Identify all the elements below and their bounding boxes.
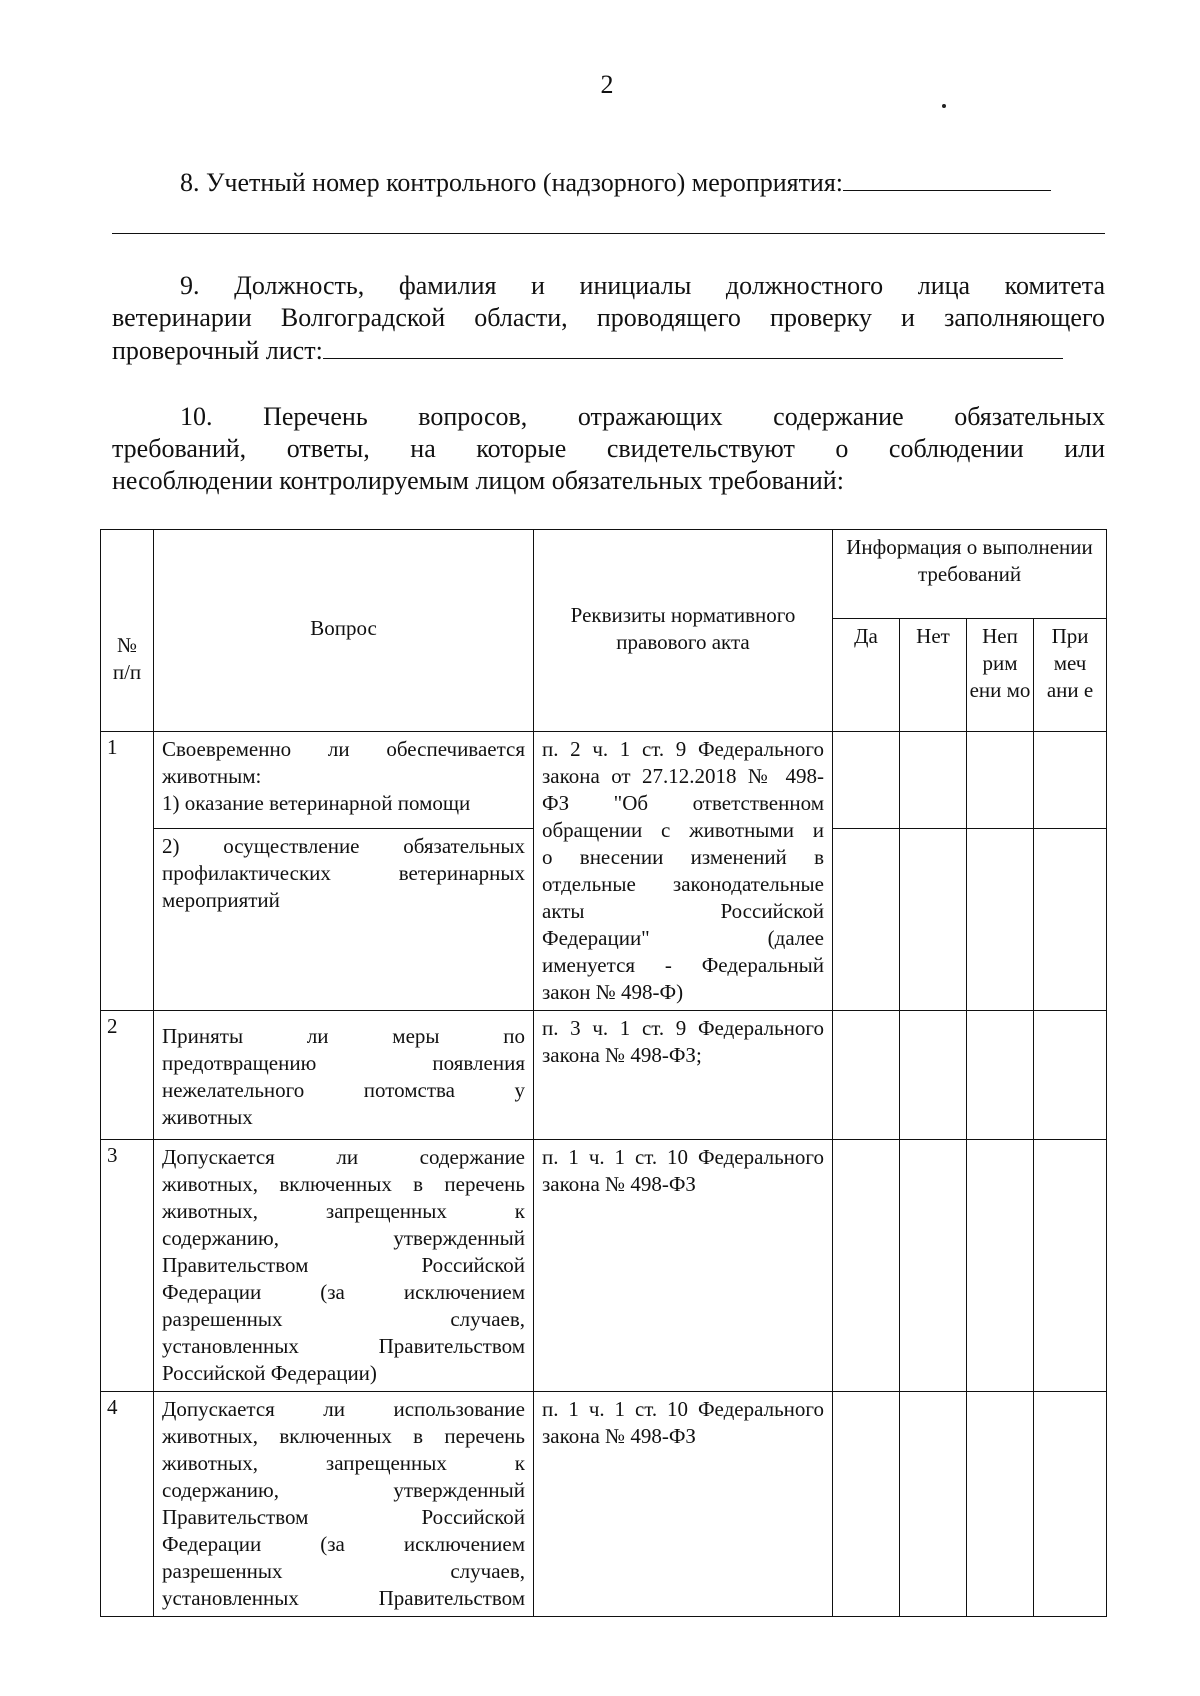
row-1a-na-cell[interactable] [967,732,1034,829]
item-8 [112,166,1105,199]
row-1b-no-cell[interactable] [900,828,967,1010]
row-1a-yes-cell[interactable] [833,732,900,829]
row-4-na-cell[interactable] [967,1392,1034,1617]
row-1a-no-cell[interactable] [900,732,967,829]
header-yes: Да [833,619,900,732]
row-1b-note-cell[interactable] [1034,828,1107,1010]
header-question: Вопрос [154,530,534,732]
row-4-note-cell[interactable] [1034,1392,1107,1617]
item-10-line-2: требований, ответы, на которые свидетельствуют о соблюдении или [112,434,1105,463]
row-2-note-cell[interactable] [1034,1011,1107,1140]
header-note: При меч ани е [1034,619,1107,732]
checklist-table [100,529,1107,1617]
table-header-row [101,530,1107,619]
row-2-na-cell[interactable] [967,1011,1034,1140]
row-2-question: Приняты ли меры по предотвращению появления нежелательного потомства у животных [154,1011,534,1140]
item-9-fill-line[interactable] [323,334,1063,359]
row-1-requisites: п. 2 ч. 1 ст. 9 Федерального закона от 27.12.2018 № 498- ФЗ "Об ответственном обращении с животными и о внесении изменений в отдельные законодательные акты Российской Федерации" (далее именуется - Федеральный закон № 498-Ф) [534,732,833,1011]
page-number: 2 [600,70,614,99]
item-9 [112,270,1105,367]
row-3-requisites: п. 1 ч. 1 ст. 10 Федерального закона № 498-ФЗ [534,1140,833,1392]
header-num: № п/п [101,530,154,732]
item-8-label: 8. Учетный номер контрольного (надзорного) мероприятия: [180,168,844,197]
row-3-no-cell[interactable] [900,1140,967,1392]
item-10 [112,401,1105,497]
scan-dot [942,104,946,108]
table-row [101,1140,1107,1392]
row-4-yes-cell[interactable] [833,1392,900,1617]
header-requisites: Реквизиты нормативного правового акта [534,530,833,732]
row-2-requisites: п. 3 ч. 1 ст. 9 Федерального закона № 498-ФЗ; [534,1011,833,1140]
header-na: Неп рим ени мо [967,619,1034,732]
item-9-line-2: ветеринарии Волгоградской области, проводящего проверку и заполняющего [112,303,1105,332]
row-1b-yes-cell[interactable] [833,828,900,1010]
row-1b-na-cell[interactable] [967,828,1034,1010]
row-1-question-a: Своевременно ли обеспечивается животным: 1) оказание ветеринарной помощи [154,732,534,829]
row-3-question: Допускается ли содержание животных, включенных в перечень животных, запрещенных к содержанию, утвержденный Правительством Российской Федерации (за исключением разрешенных случаев, установленных Правительством Российской Федерации) [154,1140,534,1392]
table-row [101,1392,1107,1617]
item-10-line-3: несоблюдении контролируемым лицом обязательных требований: [112,466,844,495]
item-8-second-line[interactable] [112,233,1105,234]
row-4-requisites: п. 1 ч. 1 ст. 10 Федерального закона № 498-ФЗ [534,1392,833,1617]
item-10-line-1: 10. Перечень вопросов, отражающих содержание обязательных [180,402,1105,431]
row-2-no-cell[interactable] [900,1011,967,1140]
row-1-question-b: 2) осуществление обязательных профилактических ветеринарных мероприятий [154,828,534,1010]
row-3-na-cell[interactable] [967,1140,1034,1392]
row-3-yes-cell[interactable] [833,1140,900,1392]
row-1-num: 1 [101,732,154,1011]
row-3-note-cell[interactable] [1034,1140,1107,1392]
header-no: Нет [900,619,967,732]
row-2-yes-cell[interactable] [833,1011,900,1140]
row-1a-note-cell[interactable] [1034,732,1107,829]
row-2-num: 2 [101,1011,154,1140]
item-8-fill-line[interactable] [843,166,1051,191]
table-row [101,732,1107,829]
row-4-question: Допускается ли использование животных, включенных в перечень животных, запрещенных к содержанию, утвержденный Правительством Российской Федерации (за исключением разрешенных случаев, установленных Правительством [154,1392,534,1617]
table-row [101,1011,1107,1140]
row-4-no-cell[interactable] [900,1392,967,1617]
item-9-line-3: проверочный лист: [112,336,323,365]
item-9-line-1: 9. Должность, фамилия и инициалы должностного лица комитета [180,271,1105,300]
header-info: Информация о выполнении требований [833,530,1107,619]
row-3-num: 3 [101,1140,154,1392]
row-4-num: 4 [101,1392,154,1617]
